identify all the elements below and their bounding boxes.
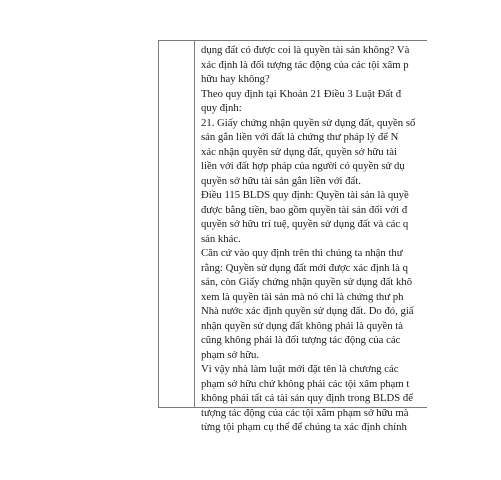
text-line: dụng đất có được coi là quyền tài sản không? Và bbox=[201, 44, 410, 56]
text-line: Căn cứ vào quy định trên thì chúng ta nhận thư bbox=[201, 247, 403, 259]
text-line: sản khác. bbox=[201, 232, 241, 245]
text-line: xác nhận quyền sử dụng đất, quyền sở hữu tài bbox=[201, 145, 397, 158]
text-line: hữu hay không? bbox=[201, 73, 270, 85]
text-line: sản gắn liền với đất là chứng thư pháp lý để N bbox=[201, 131, 399, 143]
document-table bbox=[158, 40, 427, 433]
text-line: Vì vậy nhà làm luật mới đặt tên là chương các bbox=[201, 363, 399, 375]
text-line: được bằng tiền, bao gồm quyền tài sản đối với đ bbox=[201, 203, 408, 216]
text-line: quyền sở hữu trí tuệ, quyền sử dụng đất và các q bbox=[201, 218, 409, 230]
text-line: quyền sở hữu tài sản gắn liền với đất. bbox=[201, 174, 361, 187]
text-line: Điều 115 BLDS quy định: Quyền tài sản là quyề bbox=[201, 189, 409, 201]
text-line: liền với đất hợp pháp của người có quyền sử dụ bbox=[201, 160, 405, 172]
text-line: rằng: Quyền sử dụng đất mới được xác định là q bbox=[201, 261, 408, 274]
text-line: cũng không phải là đối tượng tác động của các bbox=[201, 334, 401, 346]
text-line: quy định: bbox=[201, 102, 242, 114]
text-line: phạm sở hữu. bbox=[201, 348, 260, 361]
text-line: không phải tất cả tài sản quy định trong BLDS để bbox=[201, 392, 413, 404]
text-line: nhận quyền sử dụng đất không phải là quyền tà bbox=[201, 319, 403, 332]
text-line: sản, còn Giấy chứng nhận quyền sử dụng đất khô bbox=[201, 276, 413, 288]
text-line: từng tội phạm cụ thể để chúng ta xác định chính bbox=[201, 421, 407, 433]
text-line: 21. Giấy chứng nhận quyền sử dụng đất, quyền số bbox=[201, 116, 416, 129]
text-line: tượng tác động của các tội xâm phạm sở hữu mà bbox=[201, 406, 409, 419]
paragraph-text bbox=[201, 43, 501, 435]
text-line: phạm sở hữu chứ không phải các tội xâm phạm t bbox=[201, 377, 410, 390]
text-line: Theo quy định tại Khoản 21 Điều 3 Luật Đất đ bbox=[201, 87, 402, 100]
text-line: Nhà nước xác định quyền sử dụng đất. Do đó, giấ bbox=[201, 305, 414, 317]
text-line: xác định là đối tượng tác động của các tội xâm p bbox=[201, 58, 409, 71]
table-cell-content bbox=[159, 41, 427, 433]
text-line: xem là quyền tài sản mà nó chỉ là chứng thư ph bbox=[201, 290, 404, 303]
